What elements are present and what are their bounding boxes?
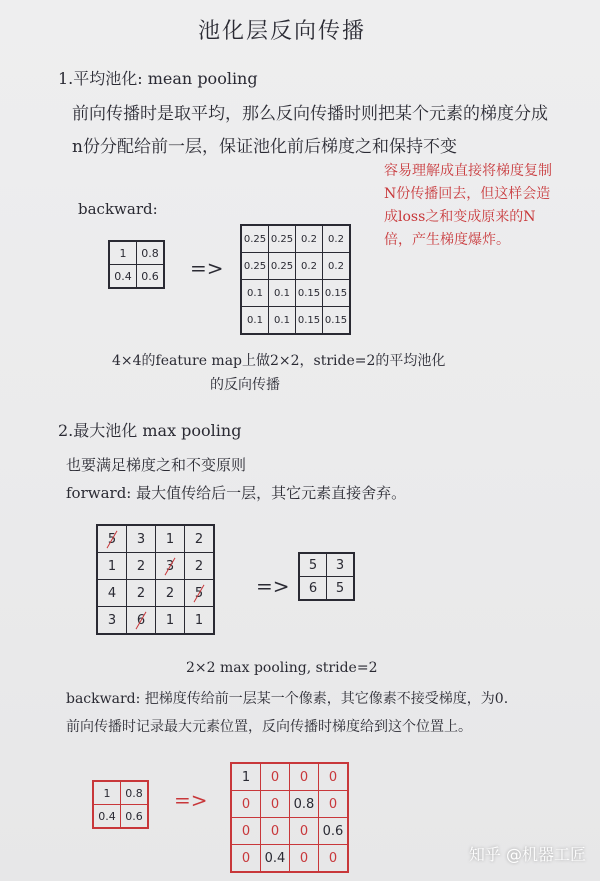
grid-row (299, 553, 354, 577)
max-pool-output-grid (298, 552, 355, 601)
grid-row (241, 225, 350, 253)
grid-row (109, 241, 164, 265)
grid-row (241, 253, 350, 280)
max-pool-arrow: => (256, 574, 290, 598)
max-pool-forward-grid (96, 524, 215, 635)
grid-cell: 0 (231, 818, 261, 845)
grid-cell: 0.1 (269, 280, 296, 307)
grid-cell: 1 (93, 781, 121, 805)
grid-cell: 0.25 (269, 225, 296, 253)
grid-cell: 2 (127, 553, 156, 580)
grid-cell: 0.2 (323, 253, 351, 280)
max-pool-backward-output-grid (230, 762, 349, 873)
grid-cell: 0 (319, 791, 349, 818)
grid-cell-max: 5 (185, 580, 215, 607)
grid-cell: 3 (97, 607, 127, 635)
grid-cell: 0 (290, 763, 319, 791)
grid-cell: 4 (97, 580, 127, 607)
grid-row (241, 307, 350, 335)
grid-cell: 0 (290, 818, 319, 845)
mean-pool-caption-line2: 的反向传播 (210, 377, 280, 393)
grid-row (231, 818, 348, 845)
mean-pool-input-grid (108, 240, 165, 289)
grid-cell: 6 (299, 577, 327, 601)
grid-cell: 0 (231, 791, 261, 818)
grid-row (97, 607, 214, 635)
grid-cell: 1 (156, 607, 185, 635)
grid-cell: 0.25 (241, 253, 269, 280)
grid-cell: 0 (261, 791, 290, 818)
grid-cell: 0.4 (109, 265, 137, 289)
grid-cell: 0.6 (137, 265, 165, 289)
section2-backward-line2: 前向传播时记录最大元素位置，反向传播时梯度给到这个位置上。 (66, 719, 472, 735)
grid-cell-max: 6 (127, 607, 156, 635)
grid-row (97, 525, 214, 553)
grid-cell: 0 (261, 818, 290, 845)
grid-cell: 1 (156, 525, 185, 553)
grid-cell: 3 (327, 553, 355, 577)
grid-row (241, 280, 350, 307)
grid-cell-max: 3 (156, 553, 185, 580)
grid-row (109, 265, 164, 289)
grid-cell-max: 5 (97, 525, 127, 553)
grid-cell: 1 (97, 553, 127, 580)
grid-cell: 2 (127, 580, 156, 607)
grid-cell: 3 (127, 525, 156, 553)
page-title: 池化层反向传播 (198, 19, 367, 44)
grid-cell: 0.15 (323, 280, 351, 307)
grid-cell: 0.2 (323, 225, 351, 253)
grid-cell: 0.2 (296, 253, 323, 280)
grid-cell: 0.1 (241, 307, 269, 335)
grid-cell: 5 (327, 577, 355, 601)
section1-paragraph: 前向传播时是取平均，那么反向传播时则把某个元素的梯度分成n份分配给前一层，保证池化前后梯度之和保持不变 (72, 104, 548, 157)
grid-cell: 0.1 (269, 307, 296, 335)
grid-cell: 0.4 (261, 845, 290, 873)
grid-cell: 0.1 (241, 280, 269, 307)
mean-pool-output-grid (240, 224, 351, 335)
grid-cell: 1 (109, 241, 137, 265)
grid-cell: 0.15 (296, 307, 323, 335)
grid-cell: 0 (290, 845, 319, 873)
grid-row (231, 845, 348, 873)
grid-cell: 0 (319, 763, 349, 791)
grid-cell: 1 (231, 763, 261, 791)
section1-backward-label: backward: (78, 200, 158, 218)
grid-row (97, 553, 214, 580)
section1-heading: 1.平均池化: mean pooling (58, 69, 258, 88)
grid-row (97, 580, 214, 607)
zhihu-watermark: 知乎 @机器工匠 (468, 845, 586, 864)
grid-row (299, 577, 354, 601)
max-pool-backward-arrow: => (174, 788, 208, 812)
grid-cell: 0 (261, 763, 290, 791)
max-pool-backward-input-grid (92, 780, 149, 829)
grid-cell: 0.8 (137, 241, 165, 265)
grid-cell: 2 (185, 525, 215, 553)
grid-cell: 5 (299, 553, 327, 577)
grid-cell: 0 (319, 845, 349, 873)
grid-cell: 0.6 (319, 818, 349, 845)
grid-row (93, 805, 148, 829)
mean-pool-caption-line1: 4×4的feature map上做2×2，stride=2的平均池化 (112, 353, 446, 369)
max-pool-caption: 2×2 max pooling, stride=2 (186, 660, 378, 676)
grid-row (93, 781, 148, 805)
mean-pool-arrow: => (190, 256, 224, 280)
section1-red-note: 容易理解成直接将梯度复制N份传播回去，但这样会造成loss之和变成原来的N倍，产生梯度爆炸。 (384, 163, 552, 248)
grid-cell: 0.15 (296, 280, 323, 307)
grid-cell: 0.8 (121, 781, 149, 805)
section2-heading: 2.最大池化 max pooling (58, 421, 242, 440)
grid-cell: 1 (185, 607, 215, 635)
grid-row (231, 763, 348, 791)
grid-cell: 0.25 (241, 225, 269, 253)
grid-cell: 0 (231, 845, 261, 873)
section2-principle: 也要满足梯度之和不变原则 (66, 456, 247, 474)
section2-forward-text: forward: 最大值传给后一层，其它元素直接舍弃。 (66, 484, 407, 502)
grid-cell: 0.4 (93, 805, 121, 829)
grid-cell: 2 (156, 580, 185, 607)
grid-cell: 0.8 (290, 791, 319, 818)
grid-cell: 0.2 (296, 225, 323, 253)
grid-row (231, 791, 348, 818)
section2-backward-line1: backward: 把梯度传给前一层某一个像素，其它像素不接受梯度，为0. (66, 691, 509, 707)
grid-cell: 2 (185, 553, 215, 580)
grid-cell: 0.6 (121, 805, 149, 829)
grid-cell: 0.15 (323, 307, 351, 335)
grid-cell: 0.25 (269, 253, 296, 280)
